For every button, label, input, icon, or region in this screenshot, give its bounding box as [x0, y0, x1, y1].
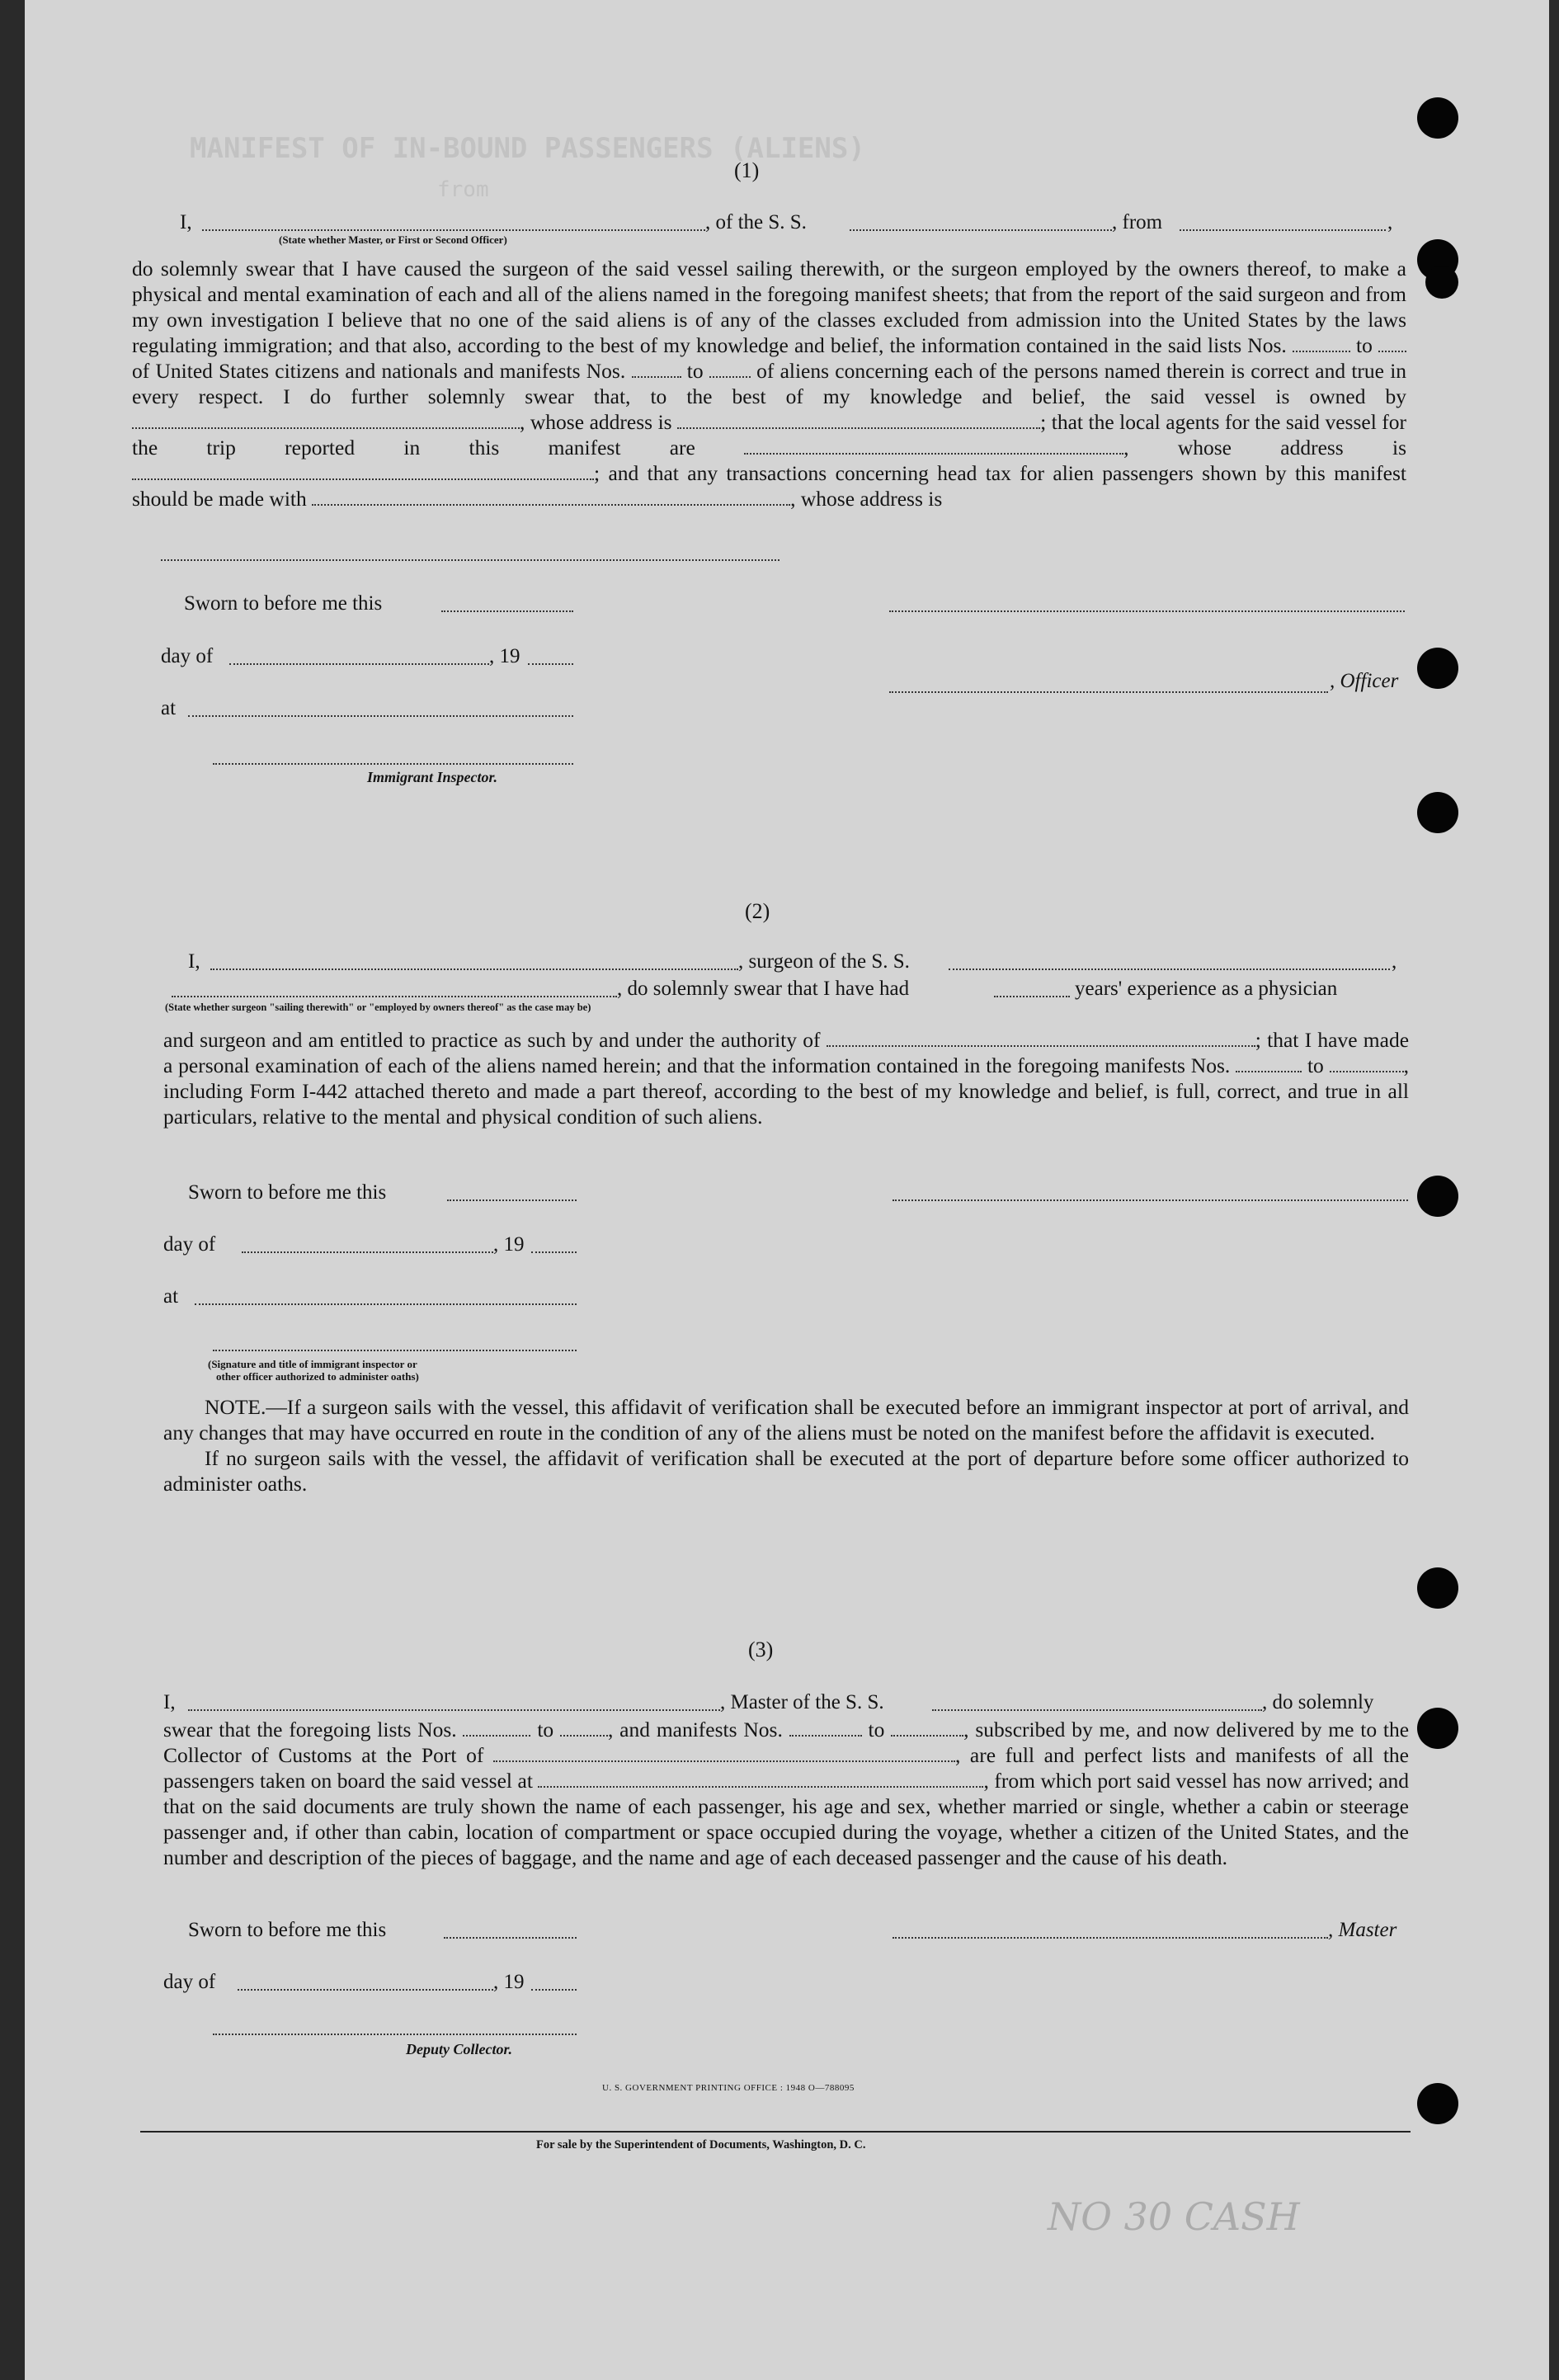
s3-subscribed: , subscribed by me, and now delivered by me to the Collector of Customs at the Port of — [163, 1718, 1410, 1767]
s2-sig-caption-1: (Signature and title of immigrant inspector or — [208, 1358, 417, 1370]
footer-rule — [140, 2131, 1411, 2133]
s2-sworn-label: Sworn to before me this — [188, 1181, 387, 1204]
s1-agents-field[interactable] — [744, 441, 1123, 455]
s3-manifests-to-field[interactable] — [891, 1723, 963, 1737]
s3-body-text-1: swear that the foregoing lists Nos. — [163, 1718, 457, 1741]
s3-lists-from-field[interactable] — [463, 1723, 530, 1737]
s3-master-name-field[interactable] — [188, 1709, 720, 1711]
s1-lists-from-field[interactable] — [1293, 339, 1350, 352]
section-2-number: (2) — [745, 899, 770, 923]
s3-master-label: , Master — [1328, 1919, 1397, 1941]
s2-body — [163, 1027, 1409, 1129]
s2-day-of-field[interactable] — [242, 1251, 493, 1253]
s3-lists-to-field[interactable] — [560, 1723, 608, 1737]
s2-manifests-from-field[interactable] — [1236, 1059, 1302, 1072]
s1-body-text-4: that the local agents for the said vessel for the trip reported in this manifest are — [132, 410, 1407, 460]
s1-owner-field[interactable] — [132, 416, 520, 429]
s1-lists-to-field[interactable] — [1378, 339, 1406, 352]
s3-collector-label: Deputy Collector. — [406, 2041, 512, 2057]
s1-manifests-from-field[interactable] — [632, 365, 681, 378]
binder-hole — [1417, 1176, 1458, 1217]
s2-body-text-2: that I have made a personal examination of each of the aliens named herein; and that the information contained in the foregoing manifests Nos. — [163, 1028, 1410, 1077]
s1-body-text-1: do solemnly swear that I have caused the surgeon of the said vessel sailing therewith, or the surgeon employed by the owners thereof, to make a physical and mental examination of each and all of the aliens named in the foregoing manifest sheets; that from the report of the said surgeon and from my own investigation I believe that no one of the said aliens is of any of the classes excluded from admission into the United States by the laws regulating immigration; and that also, according to the best of my knowledge and belief, the information contained in the said lists Nos. — [132, 257, 1406, 357]
s3-day-of-field[interactable] — [238, 1989, 493, 1991]
s1-body-text-6: ; and that any transactions concerning head tax for alien passengers shown by this manifest should be made with — [132, 461, 1406, 511]
s1-owner-address-field[interactable] — [677, 416, 1040, 429]
s1-whose-address-1: , whose address is — [520, 410, 672, 434]
binder-hole — [1417, 2083, 1458, 2124]
s1-head-tax-address-field[interactable] — [161, 559, 780, 561]
s1-day-of-field[interactable] — [229, 663, 489, 665]
s1-day-of-label: day of — [161, 645, 214, 667]
printing-office-imprint: U. S. GOVERNMENT PRINTING OFFICE : 1948 O—788095 — [602, 2083, 855, 2093]
s1-officer-label: , Officer — [1330, 670, 1399, 692]
s3-year-label: , 19 — [493, 1971, 525, 1993]
s3-body-text-2: , from which port said vessel has now arrived; and that on the said documents are truly shown the name of each passenger, his age and sex, whether married or single, whether a cabin or steerage passenger and, if other than cabin, location of compartment or space occupied during the voyage, whether a citizen of the United States, and the number and description of the pieces of baggage, and the name and age of each deceased passenger and the cause of his death. — [163, 1769, 1410, 1869]
s3-label-i: I, — [163, 1691, 176, 1713]
binder-hole — [1417, 792, 1458, 833]
s3-vessel-field[interactable] — [932, 1709, 1262, 1711]
s1-head-tax-field[interactable] — [312, 492, 790, 506]
s2-caption: (State whether surgeon "sailing therewith" or "employed by owners thereof" as the case may be) — [165, 1001, 591, 1013]
s1-to-1: to — [1356, 333, 1373, 357]
s1-label-from: , from — [1112, 211, 1163, 233]
s2-sig-caption-2: other officer authorized to administer oaths) — [216, 1370, 419, 1383]
s2-semicolon: ; — [1255, 1028, 1261, 1052]
s2-end-comma: , — [1392, 950, 1397, 973]
s2-year-field[interactable] — [531, 1251, 577, 1253]
s3-collector-signature-line[interactable] — [213, 2034, 577, 2035]
s3-do-solemnly-label: , do solemnly — [1262, 1691, 1374, 1713]
s2-manifests-to-field[interactable] — [1330, 1059, 1404, 1072]
s2-vessel-field[interactable] — [949, 968, 1390, 970]
s2-at-label: at — [163, 1285, 179, 1308]
s1-manifests-to-field[interactable] — [709, 365, 751, 378]
s2-surgeon-name-field[interactable] — [210, 968, 738, 970]
binder-hole — [1417, 1708, 1458, 1749]
s1-sworn-label: Sworn to before me this — [184, 592, 383, 615]
s2-label-i: I, — [188, 950, 200, 973]
bleed-through-from: from — [437, 177, 489, 202]
bleed-through-header: MANIFEST OF IN-BOUND PASSENGERS (ALIENS) — [190, 132, 865, 165]
s1-at-label: at — [161, 697, 177, 719]
s2-note-label: NOTE. — [205, 1395, 266, 1419]
s2-to: to — [1307, 1053, 1324, 1077]
binder-hole — [1417, 648, 1458, 689]
s3-are-full: , are full and perfect lists and manifests of all the passengers taken on board the said vessel at — [163, 1743, 1409, 1793]
s2-note-text-1: —If a surgeon sails with the vessel, this affidavit of verification shall be executed before an immigrant inspector at port of arrival, and any changes that may have occurred en route in the condition of any of the aliens must be noted on the manifest before the affidavit is executed. — [163, 1395, 1409, 1444]
binder-hole — [1425, 266, 1458, 299]
s1-semicolon-1: ; — [1040, 410, 1047, 434]
s1-body — [132, 256, 1406, 511]
s2-surgeon-signature-line[interactable] — [893, 1199, 1408, 1201]
s3-and-manifests: , and manifests Nos. — [607, 1718, 783, 1741]
s2-body-text-1: and surgeon and am entitled to practice as such by and under the authority of — [163, 1028, 821, 1052]
s2-surgeon-of-label: , surgeon of the S. S. — [738, 950, 910, 973]
s3-master-signature-line[interactable] — [893, 1937, 1328, 1939]
footer-text: For sale by the Superintendent of Documents, Washington, D. C. — [536, 2138, 866, 2151]
s1-officer-signature-line[interactable] — [889, 691, 1328, 693]
s2-inspector-signature-line[interactable] — [213, 1350, 577, 1351]
binder-hole — [1417, 1567, 1458, 1609]
s3-embark-port-field[interactable] — [538, 1774, 983, 1788]
s3-year-field[interactable] — [531, 1989, 577, 1991]
s2-do-swear-label: , do solemnly swear that I have had — [617, 978, 910, 1000]
s1-label-of-ss: , of the S. S. — [705, 211, 807, 233]
s1-body-text-7: , whose address is — [790, 487, 943, 511]
s2-years-field[interactable] — [994, 996, 1070, 997]
s1-at-field[interactable] — [188, 715, 573, 717]
s1-comma: , — [1123, 436, 1129, 460]
s3-sworn-label: Sworn to before me this — [188, 1919, 387, 1941]
section-1-number: (1) — [734, 158, 760, 182]
s2-authority-field[interactable] — [827, 1034, 1255, 1047]
s1-body-text-3: of aliens concerning each of the persons named therein is correct and true in every respect. I do further solemnly swear that, to the best of my knowledge and belief, the said vessel is owned by — [132, 359, 1407, 408]
s2-years-label: years' experience as a physician — [1075, 978, 1338, 1000]
binder-hole — [1417, 97, 1458, 139]
s2-at-field[interactable] — [195, 1303, 577, 1305]
document-page — [25, 0, 1549, 2380]
s1-year-label: , 19 — [489, 645, 520, 667]
s1-body-text-5: whose address is — [1177, 436, 1407, 460]
s1-year-field[interactable] — [528, 663, 573, 665]
s1-officer-title-field[interactable] — [202, 229, 705, 231]
s3-master-of-label: , Master of the S. S. — [720, 1691, 884, 1713]
s2-note — [163, 1394, 1409, 1496]
s2-note-text-2: If no surgeon sails with the vessel, the affidavit of verification shall be executed at the port of departure before some officer authorized to administer oaths. — [163, 1446, 1409, 1496]
s1-inspector-label: Immigrant Inspector. — [367, 769, 498, 785]
s1-caption: (State whether Master, or First or Second Officer) — [279, 233, 507, 246]
s3-port-field[interactable] — [493, 1749, 955, 1762]
s2-body-text-3: , including Form I-442 attached thereto and made a part thereof, according to the best of my knowledge and belief, is full, correct, and true in all particulars, relative to the mental and physical condition of such aliens. — [163, 1053, 1410, 1129]
s1-from-field[interactable] — [1180, 229, 1386, 231]
s3-manifests-from-field[interactable] — [789, 1723, 862, 1737]
s1-vessel-field[interactable] — [850, 229, 1112, 231]
s1-label-i: I, — [180, 211, 192, 233]
s1-officer-signature-line-top[interactable] — [889, 610, 1405, 612]
s3-sworn-field[interactable] — [444, 1937, 577, 1939]
section-3-number: (3) — [748, 1638, 774, 1661]
s1-end-comma: , — [1387, 211, 1393, 233]
s1-inspector-signature-line[interactable] — [213, 763, 573, 765]
s3-to-1: to — [537, 1718, 554, 1741]
s2-status-field[interactable] — [172, 996, 617, 997]
s2-sworn-field[interactable] — [447, 1199, 577, 1201]
s2-year-label: , 19 — [493, 1233, 525, 1256]
s1-body-text-2: of United States citizens and nationals and manifests Nos. — [132, 359, 626, 383]
s3-day-of-label: day of — [163, 1971, 216, 1993]
s1-sworn-field[interactable] — [441, 610, 573, 612]
s1-agents-address-field[interactable] — [132, 467, 594, 480]
s3-body — [163, 1717, 1409, 1870]
s3-to-2: to — [868, 1718, 885, 1741]
bleed-through-signature: NO 30 CASH — [1048, 2194, 1300, 2239]
s2-day-of-label: day of — [163, 1233, 216, 1256]
s1-to-2: to — [686, 359, 704, 383]
